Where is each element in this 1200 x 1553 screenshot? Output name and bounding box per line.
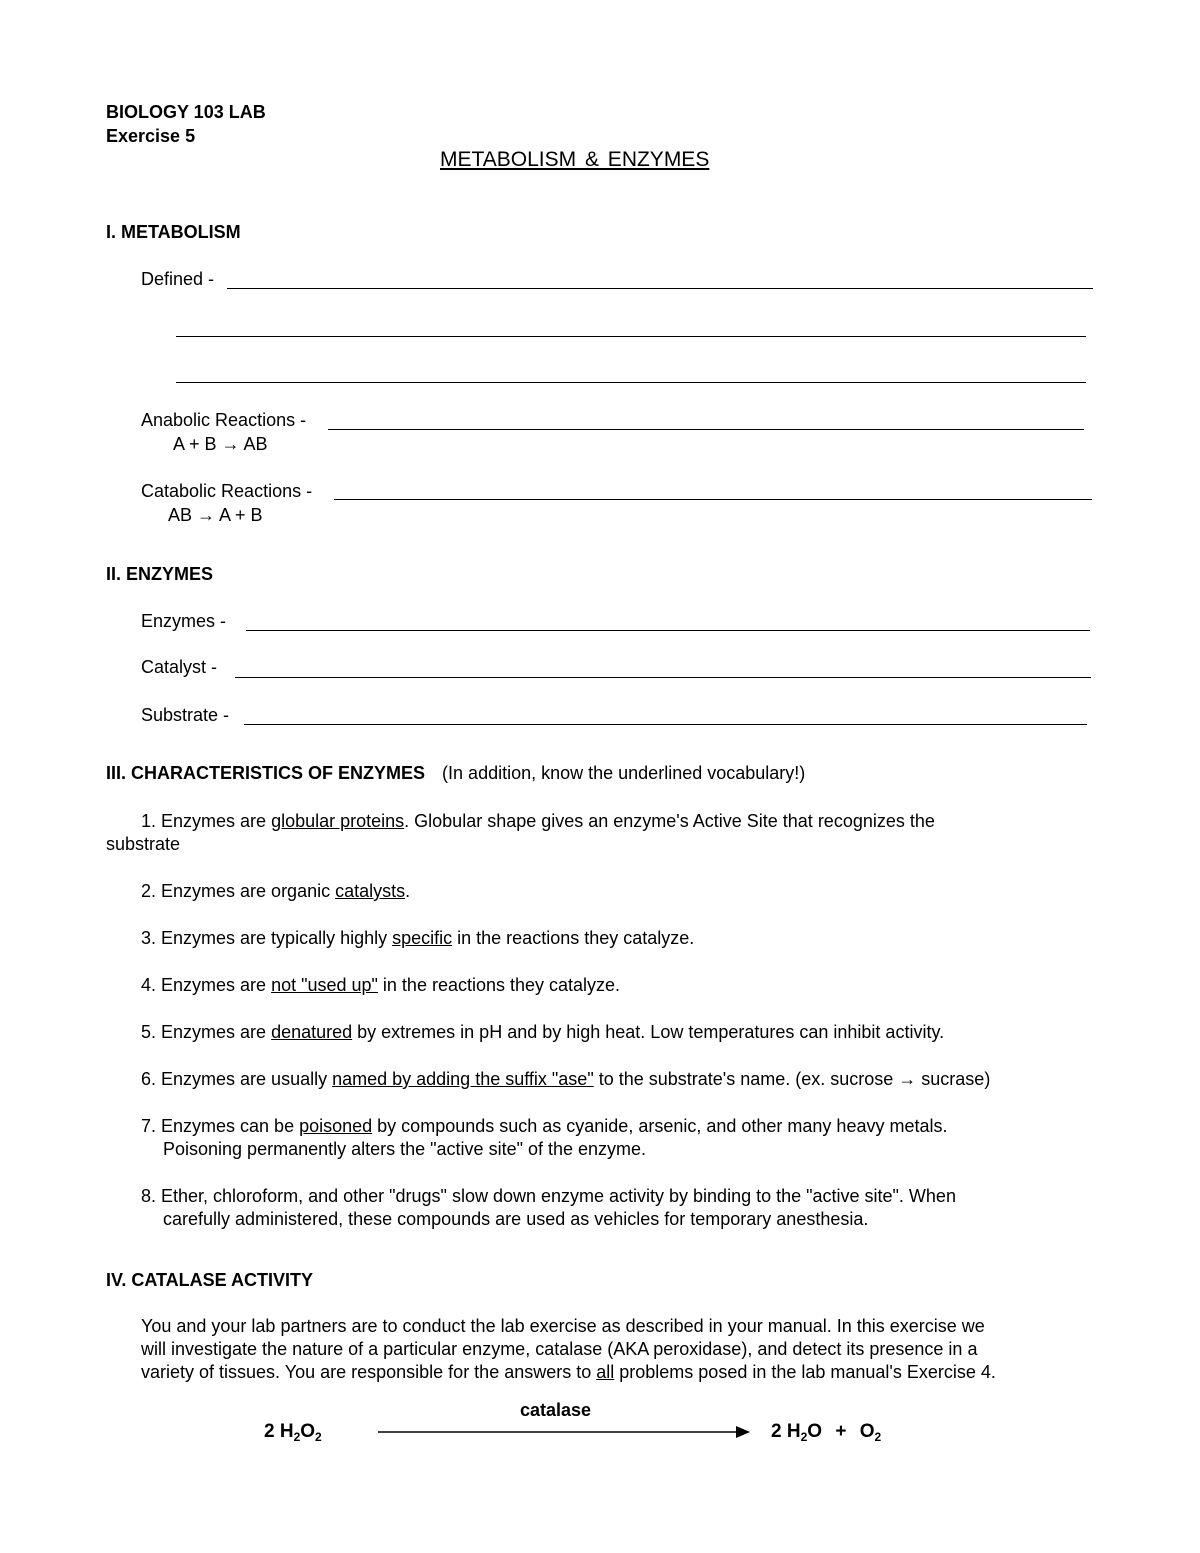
product-water: 2 $H_2O$ bbox=[771, 1421, 823, 1444]
anabolic-label: Anabolic Reactions - bbox=[141, 410, 307, 430]
defined-answer-line-1[interactable] bbox=[227, 288, 1093, 289]
characteristic-item-8-continued: carefully administered, these compounds are used as vehicles for temporary anesthesia. bbox=[163, 1209, 869, 1229]
catabolic-answer-line[interactable] bbox=[334, 499, 1092, 500]
defined-label: Defined - bbox=[141, 269, 215, 289]
catalyst-answer-line[interactable] bbox=[235, 677, 1091, 678]
vocabulary-term: globular proteins bbox=[271, 811, 405, 831]
section-1-heading: I. METABOLISM bbox=[106, 222, 241, 242]
characteristic-item-4: 4. Enzymes are not "used up" in the reactions they catalyze. bbox=[141, 975, 621, 995]
course-title: BIOLOGY 103 LAB bbox=[106, 102, 266, 122]
anabolic-example: A + B → AB bbox=[173, 434, 268, 454]
section-2-heading: II. ENZYMES bbox=[106, 564, 214, 584]
characteristic-item-1-continued: substrate bbox=[106, 834, 181, 854]
reactant-hydrogen-peroxide: 2 $H_2O_2$ bbox=[264, 1421, 322, 1444]
underlined-all: all bbox=[596, 1362, 615, 1382]
vocabulary-term: poisoned bbox=[299, 1116, 373, 1136]
substrate-answer-line[interactable] bbox=[244, 724, 1087, 725]
vocabulary-term: catalysts bbox=[335, 881, 406, 901]
characteristic-item-7: 7. Enzymes can be poisoned by compounds such as cyanide, arsenic, and other many heavy metals. bbox=[141, 1116, 948, 1136]
characteristic-item-7-continued: Poisoning permanently alters the "active site" of the enzyme. bbox=[163, 1139, 647, 1159]
exercise-number: Exercise 5 bbox=[106, 126, 196, 146]
vocabulary-term: named by adding the suffix "ase" bbox=[332, 1069, 594, 1089]
characteristic-item-8: 8. Ether, chloroform, and other "drugs" slow down enzyme activity by binding to the "active site". When bbox=[141, 1186, 956, 1206]
catalase-paragraph-line-3: variety of tissues. You are responsible for the answers to all problems posed in the lab manual's Exercise 4. bbox=[141, 1362, 996, 1382]
defined-answer-line-2[interactable] bbox=[176, 336, 1086, 337]
catalase-paragraph-line-1: You and your lab partners are to conduct the lab exercise as described in your manual. In this exercise we bbox=[141, 1316, 985, 1336]
reaction-arrow-icon bbox=[378, 1422, 752, 1442]
enzyme-label-catalase: catalase bbox=[520, 1400, 592, 1420]
vocabulary-term: specific bbox=[392, 928, 453, 948]
products bbox=[771, 1421, 881, 1444]
substrate-label: Substrate - bbox=[141, 705, 230, 725]
page-title: METABOLISM & ENZYMES bbox=[440, 148, 710, 171]
catabolic-label: Catabolic Reactions - bbox=[141, 481, 313, 501]
catalase-paragraph-line-2: will investigate the nature of a particular enzyme, catalase (AKA peroxidase), and detect its presence in a bbox=[141, 1339, 978, 1359]
section-3-heading-row bbox=[106, 763, 805, 784]
enzymes-answer-line[interactable] bbox=[246, 630, 1090, 631]
defined-answer-line-3[interactable] bbox=[176, 382, 1086, 383]
section-3-note: (In addition, know the underlined vocabulary!) bbox=[442, 763, 806, 783]
characteristic-item-5: 5. Enzymes are denatured by extremes in pH and by high heat. Low temperatures can inhibit activity. bbox=[141, 1022, 945, 1042]
catabolic-example: AB → A + B bbox=[168, 505, 263, 525]
section-3-heading: III. CHARACTERISTICS OF ENZYMES bbox=[106, 763, 426, 783]
product-oxygen: $O_2$ bbox=[859, 1421, 882, 1444]
plus-sign: + bbox=[835, 1421, 847, 1442]
characteristic-item-2: 2. Enzymes are organic catalysts. bbox=[141, 881, 411, 901]
catalyst-label: Catalyst - bbox=[141, 657, 218, 677]
characteristic-item-1: 1. Enzymes are globular proteins. Globular shape gives an enzyme's Active Site that recognizes the bbox=[141, 811, 935, 831]
enzymes-label: Enzymes - bbox=[141, 611, 227, 631]
section-4-heading: IV. CATALASE ACTIVITY bbox=[106, 1270, 314, 1290]
vocabulary-term: denatured bbox=[271, 1022, 353, 1042]
characteristic-item-6: 6. Enzymes are usually named by adding the suffix "ase" to the substrate's name. (ex. sucrose → sucrase) bbox=[141, 1069, 991, 1089]
characteristic-item-3: 3. Enzymes are typically highly specific in the reactions they catalyze. bbox=[141, 928, 695, 948]
vocabulary-term: not "used up" bbox=[271, 975, 378, 995]
anabolic-answer-line[interactable] bbox=[328, 429, 1084, 430]
